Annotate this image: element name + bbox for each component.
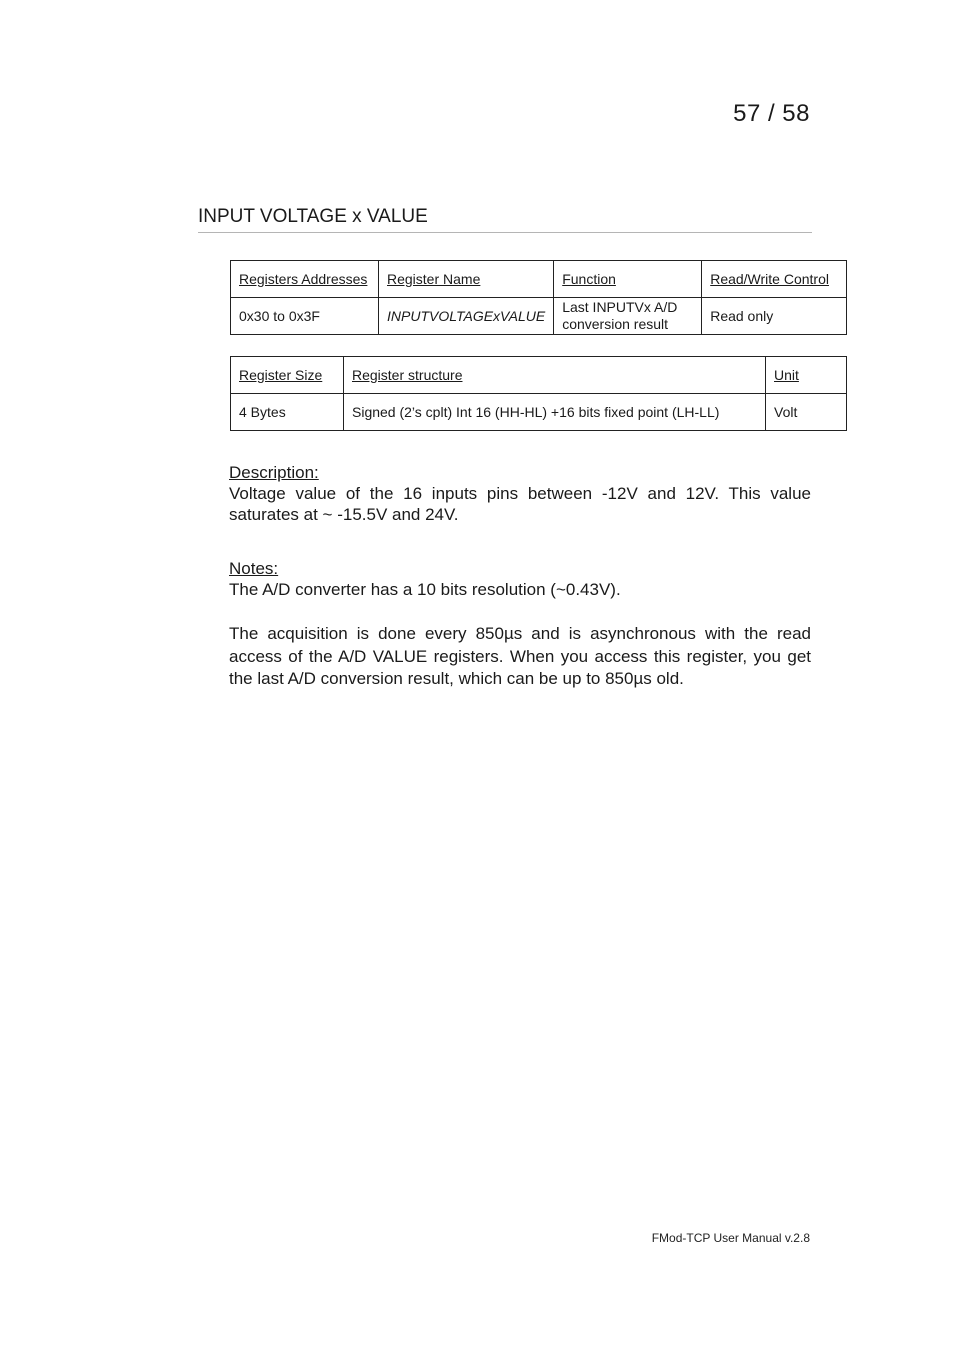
register-info-table (230, 260, 847, 335)
register-structure-table (230, 356, 847, 431)
cell-unit: Volt (766, 394, 847, 431)
cell-register-structure: Signed (2’s cplt) Int 16 (HH-HL) +16 bits fixed point (LH-LL) (344, 394, 766, 431)
description-heading: Description: (229, 463, 319, 482)
cell-function: Last INPUTVx A/D conversion result (554, 298, 702, 335)
table-header-row (231, 357, 847, 394)
header-register-size: Register Size (231, 357, 344, 394)
header-register-structure: Register structure (344, 357, 766, 394)
notes-line-1: The A/D converter has a 10 bits resolution (~0.43V). (229, 580, 621, 599)
description-section (229, 462, 811, 525)
notes-section (229, 558, 811, 691)
notes-heading: Notes: (229, 559, 279, 578)
cell-register-size: 4 Bytes (231, 394, 344, 431)
table-row (231, 298, 847, 335)
cell-rw-control: Read only (702, 298, 847, 335)
cell-register-name: INPUTVOLTAGExVALUE (379, 298, 554, 335)
footer: FMod-TCP User Manual v.2.8 (651, 1231, 810, 1245)
header-read-write-control: Read/Write Control (702, 261, 847, 298)
header-unit: Unit (766, 357, 847, 394)
notes-line-2: The acquisition is done every 850µs and is asynchronous with the read access of the A/D VALUE registers. When you access this register, you get the last A/D conversion result, which can be up to 850µs old. (229, 624, 811, 688)
header-registers-addresses: Registers Addresses (231, 261, 379, 298)
page-number: 57 / 58 (733, 100, 810, 127)
header-function: Function (554, 261, 702, 298)
cell-address: 0x30 to 0x3F (231, 298, 379, 335)
section-title: INPUT VOLTAGE x VALUE (198, 206, 812, 233)
table-row (231, 394, 847, 431)
header-register-name: Register Name (379, 261, 554, 298)
description-text: Voltage value of the 16 inputs pins between -12V and 12V. This value saturates at ~ -15.5V and 24V. (229, 484, 811, 524)
table-header-row (231, 261, 847, 298)
